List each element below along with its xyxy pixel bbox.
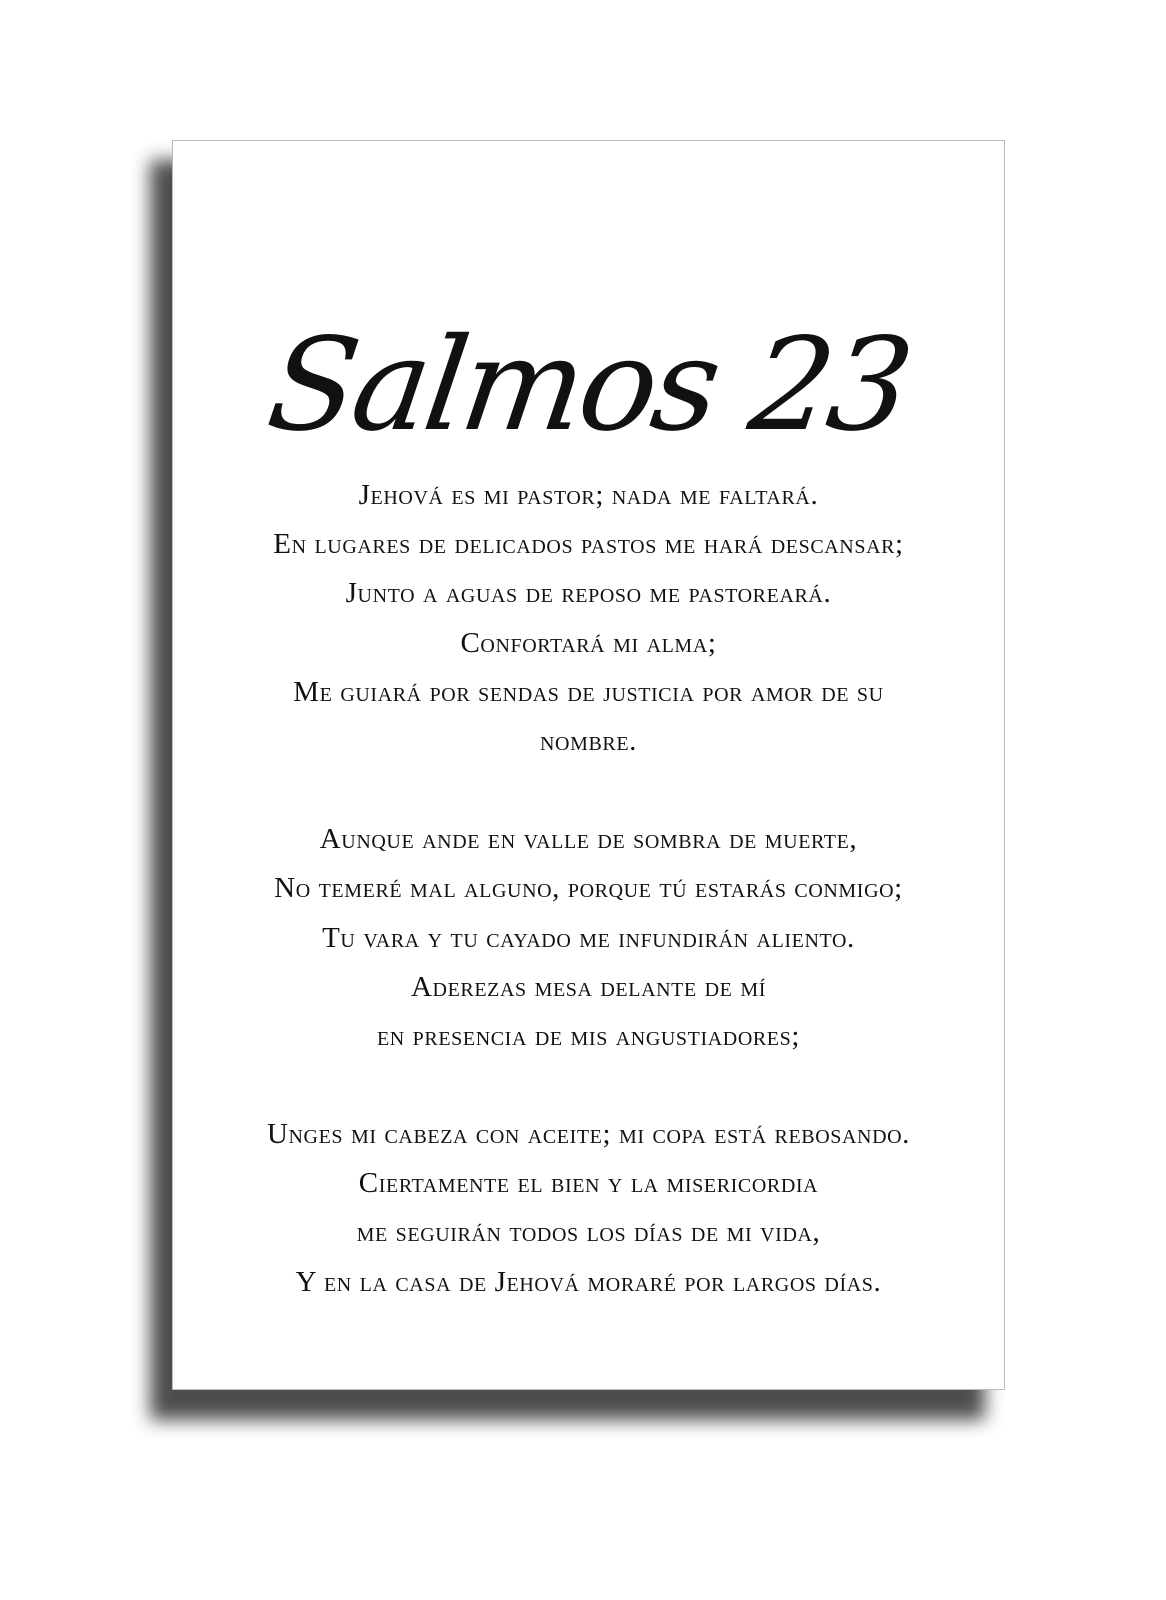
verse-line: Tu vara y tu cayado me infundirán aliento. xyxy=(322,921,855,954)
verse-line: Junto a aguas de reposo me pastoreará. xyxy=(345,577,832,610)
title: Salmos 23 xyxy=(259,311,918,460)
verse-line: Jehová es mi pastor; nada me faltará. xyxy=(358,479,819,511)
verse-line: Aderezas mesa delante de mí xyxy=(410,970,766,1003)
verse-line: me seguirán todos los días de mi vida, xyxy=(356,1216,821,1249)
verse-line: nombre. xyxy=(539,724,638,757)
verse-line: Ciertamente el bien y la misericordia xyxy=(358,1167,819,1200)
verse-line: Aunque ande en valle de sombra de muerte, xyxy=(319,823,858,856)
verse-line: En lugares de delicados pastos me hará descansar; xyxy=(273,528,904,561)
stanza-1 xyxy=(173,471,1004,766)
verse-line: Confortará mi alma; xyxy=(460,626,717,659)
verse-line: Y en la casa de Jehová moraré por largos días. xyxy=(295,1265,882,1298)
verse-line: No temeré mal alguno, porque tú estarás conmigo; xyxy=(274,872,903,905)
stanza-3 xyxy=(173,1110,1004,1307)
stanza-2 xyxy=(173,815,1004,1061)
verse-line: en presencia de mis angustiadores; xyxy=(376,1019,801,1052)
verses xyxy=(173,471,1004,1356)
canvas-print xyxy=(172,140,1005,1390)
verse-line: Unges mi cabeza con aceite; mi copa está rebosando. xyxy=(266,1118,911,1151)
verse-line: Me guiará por sendas de justicia por amor de su xyxy=(293,675,884,708)
